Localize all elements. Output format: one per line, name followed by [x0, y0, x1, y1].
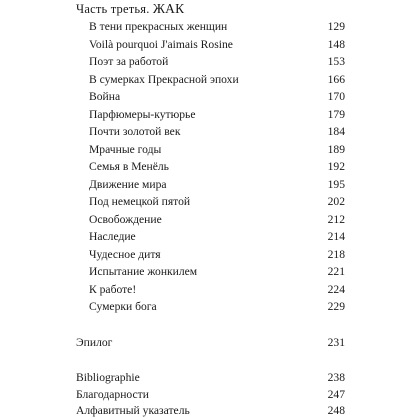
toc-entry[interactable]: [0, 264, 420, 280]
toc-entry[interactable]: [0, 54, 420, 70]
toc-entry-title: Наследие: [89, 230, 136, 243]
toc-entry-title: Bibliographie: [76, 371, 140, 384]
toc-entry-page: 218: [327, 248, 345, 261]
toc-entry-title: Освобождение: [89, 213, 162, 226]
part-heading: [76, 1, 184, 17]
toc-entry[interactable]: [0, 159, 420, 175]
toc-entry[interactable]: [0, 177, 420, 193]
toc-entry-page: 153: [327, 55, 345, 68]
toc-entry[interactable]: [0, 89, 420, 105]
toc-entry-page: 195: [327, 178, 345, 191]
toc-entry-title: Война: [89, 90, 121, 103]
toc-entry-page: 212: [327, 213, 345, 226]
toc-entry-page: 247: [327, 388, 345, 401]
toc-entry[interactable]: [0, 37, 420, 53]
toc-entry-title: Алфавитный указатель: [76, 404, 190, 417]
toc-entry[interactable]: [0, 142, 420, 158]
toc-entry-page: 214: [327, 230, 345, 243]
toc-entry-page: 148: [327, 38, 345, 51]
toc-entry-title: Voilà pourquoi J'aimais Rosine: [89, 38, 233, 51]
toc-entry-page: 192: [327, 160, 345, 173]
toc-entry-acknowledgements[interactable]: [0, 387, 420, 403]
toc-entry-title: Движение мира: [89, 178, 167, 191]
toc-entry-epilogue[interactable]: [0, 335, 420, 351]
toc-entry-bibliography[interactable]: [0, 370, 420, 386]
toc-entry-page: 231: [327, 336, 345, 349]
toc-entry-title: Мрачные годы: [89, 143, 162, 156]
toc-entry-title: Испытание жонкилем: [89, 265, 198, 278]
toc-entry-title: В тени прекрасных женщин: [89, 20, 228, 33]
toc-entry-page: 221: [327, 265, 345, 278]
toc-entry-title: Семья в Менёль: [89, 160, 169, 173]
toc-entry-page: 184: [327, 125, 345, 138]
toc-entry[interactable]: [0, 124, 420, 140]
toc-entry-page: 202: [327, 195, 345, 208]
toc-entry-page: 179: [327, 108, 345, 121]
toc-entry[interactable]: [0, 194, 420, 210]
toc-entry-title: Поэт за работой: [89, 55, 169, 68]
toc-entry-page: 224: [327, 283, 345, 296]
toc-entry-page: 129: [327, 20, 345, 33]
toc-entry-title: Эпилог: [76, 336, 113, 349]
toc-entry[interactable]: [0, 299, 420, 315]
toc-entry[interactable]: [0, 212, 420, 228]
toc-entry-page: 166: [327, 73, 345, 86]
toc-entry-title: Под немецкой пятой: [89, 195, 191, 208]
toc-entry[interactable]: [0, 247, 420, 263]
toc-entry[interactable]: [0, 19, 420, 35]
toc-entry[interactable]: [0, 229, 420, 245]
toc-entry-title: Почти золотой век: [89, 125, 181, 138]
part-title: ЖАК: [152, 1, 185, 16]
toc-entry-page: 170: [327, 90, 345, 103]
toc-entry-page: 238: [327, 371, 345, 384]
toc-entry[interactable]: [0, 282, 420, 298]
toc-entry-title: В сумерках Прекрасной эпохи: [89, 73, 239, 86]
toc-entry-title: Чудесное дитя: [89, 248, 161, 261]
toc-entry-title: К работе!: [89, 283, 137, 296]
toc-entry-page: 189: [327, 143, 345, 156]
toc-entry[interactable]: [0, 72, 420, 88]
toc-entry-index[interactable]: [0, 403, 420, 419]
part-label: Часть третья.: [76, 2, 150, 16]
toc-entry-title: Сумерки бога: [89, 300, 157, 313]
toc-entry-title: Парфюмеры-кутюрье: [89, 108, 196, 121]
toc-entry-page: 229: [327, 300, 345, 313]
toc-entry-page: 248: [327, 404, 345, 417]
toc-entry[interactable]: [0, 107, 420, 123]
toc-entry-title: Благодарности: [76, 388, 149, 401]
